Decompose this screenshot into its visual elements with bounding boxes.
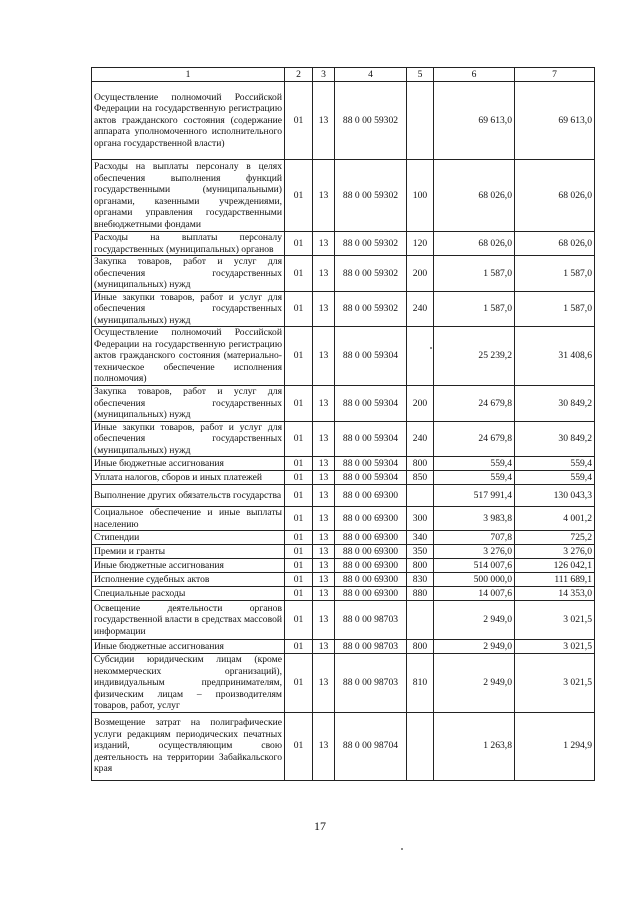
row-subsection: 13 xyxy=(313,421,335,457)
row-amount-year2: 3 021,5 xyxy=(515,654,595,713)
row-amount-year1: 559,4 xyxy=(434,471,515,485)
row-section: 01 xyxy=(285,654,313,713)
row-name: Специальные расходы xyxy=(92,587,285,601)
row-amount-year2: 111 689,1 xyxy=(515,573,595,587)
row-amount-year2: 725,2 xyxy=(515,531,595,545)
row-name: Осуществление полномочий Российской Федерации на государственную регистрацию актов гражданского состояния (содержание аппарата уполномоченного исполнительного органа государственной власти) xyxy=(92,82,285,160)
table-row xyxy=(92,654,595,713)
table-row xyxy=(92,386,595,422)
row-name: Закупка товаров, работ и услуг для обеспечения государственных (муниципальных) нужд xyxy=(92,256,285,292)
row-subsection: 13 xyxy=(313,457,335,471)
row-name: Освещение деятельности органов государственной власти в средствах массовой информации xyxy=(92,601,285,640)
row-target-code: 88 0 00 69300 xyxy=(335,507,407,531)
row-amount-year1: 2 949,0 xyxy=(434,640,515,654)
row-subsection: 13 xyxy=(313,712,335,780)
row-target-code: 88 0 00 59304 xyxy=(335,327,407,386)
column-header: 3 xyxy=(313,68,335,82)
row-expense-type: 800 xyxy=(407,559,434,573)
row-amount-year1: 24 679,8 xyxy=(434,386,515,422)
column-header: 2 xyxy=(285,68,313,82)
row-expense-type: 800 xyxy=(407,640,434,654)
row-subsection: 13 xyxy=(313,386,335,422)
row-expense-type xyxy=(407,82,434,160)
row-section: 01 xyxy=(285,545,313,559)
table-row xyxy=(92,471,595,485)
column-header: 1 xyxy=(92,68,285,82)
row-amount-year2: 126 042,1 xyxy=(515,559,595,573)
table-row xyxy=(92,485,595,507)
column-header: 5 xyxy=(407,68,434,82)
row-amount-year1: 2 949,0 xyxy=(434,601,515,640)
row-amount-year1: 517 991,4 xyxy=(434,485,515,507)
row-amount-year1: 1 587,0 xyxy=(434,256,515,292)
row-amount-year1: 707,8 xyxy=(434,531,515,545)
row-subsection: 13 xyxy=(313,654,335,713)
row-expense-type: 880 xyxy=(407,587,434,601)
row-expense-type: 850 xyxy=(407,471,434,485)
row-name: Расходы на выплаты персоналу в целях обеспечения выполнения функций государственными (муниципальными) органами, казенными учреждениями, органами управления государственными внебюджетными фондами xyxy=(92,160,285,232)
table-row xyxy=(92,587,595,601)
row-expense-type xyxy=(407,601,434,640)
row-subsection: 13 xyxy=(313,485,335,507)
row-amount-year2: 31 408,6 xyxy=(515,327,595,386)
row-amount-year2: 1 294,9 xyxy=(515,712,595,780)
row-name: Иные бюджетные ассигнования xyxy=(92,640,285,654)
row-expense-type: 350 xyxy=(407,545,434,559)
row-section: 01 xyxy=(285,327,313,386)
row-name: Осуществление полномочий Российской Федерации на государственную регистрацию актов гражданского состояния (материально-техническое обеспечение исполнения полномочия) xyxy=(92,327,285,386)
table-row xyxy=(92,545,595,559)
row-target-code: 88 0 00 59302 xyxy=(335,232,407,256)
table-row xyxy=(92,531,595,545)
row-section: 01 xyxy=(285,712,313,780)
row-amount-year1: 25 239,2 xyxy=(434,327,515,386)
row-target-code: 88 0 00 69300 xyxy=(335,587,407,601)
row-target-code: 88 0 00 98703 xyxy=(335,640,407,654)
row-amount-year2: 3 021,5 xyxy=(515,601,595,640)
row-target-code: 88 0 00 59302 xyxy=(335,291,407,327)
row-name: Уплата налогов, сборов и иных платежей xyxy=(92,471,285,485)
row-name: Расходы на выплаты персоналу государственных (муниципальных) органов xyxy=(92,232,285,256)
row-amount-year1: 24 679,8 xyxy=(434,421,515,457)
row-section: 01 xyxy=(285,386,313,422)
budget-table xyxy=(91,67,595,781)
row-subsection: 13 xyxy=(313,573,335,587)
row-name: Стипендии xyxy=(92,531,285,545)
scan-speck xyxy=(401,848,403,850)
table-row xyxy=(92,507,595,531)
row-subsection: 13 xyxy=(313,232,335,256)
scan-speck xyxy=(430,347,432,349)
table-row xyxy=(92,457,595,471)
row-target-code: 88 0 00 59302 xyxy=(335,82,407,160)
table-row xyxy=(92,573,595,587)
row-amount-year2: 14 353,0 xyxy=(515,587,595,601)
row-expense-type: 810 xyxy=(407,654,434,713)
row-amount-year1: 3 276,0 xyxy=(434,545,515,559)
row-subsection: 13 xyxy=(313,507,335,531)
row-target-code: 88 0 00 98704 xyxy=(335,712,407,780)
row-target-code: 88 0 00 59304 xyxy=(335,471,407,485)
row-name: Возмещение затрат на полиграфические услуги редакциям периодических печатных изданий, осуществляющим свою деятельность на территории Забайкальского края xyxy=(92,712,285,780)
row-target-code: 88 0 00 69300 xyxy=(335,531,407,545)
row-expense-type: 120 xyxy=(407,232,434,256)
row-target-code: 88 0 00 59302 xyxy=(335,160,407,232)
row-section: 01 xyxy=(285,471,313,485)
row-subsection: 13 xyxy=(313,587,335,601)
row-subsection: 13 xyxy=(313,545,335,559)
row-amount-year2: 3 021,5 xyxy=(515,640,595,654)
row-amount-year1: 3 983,8 xyxy=(434,507,515,531)
row-section: 01 xyxy=(285,601,313,640)
row-target-code: 88 0 00 98703 xyxy=(335,654,407,713)
row-target-code: 88 0 00 69300 xyxy=(335,573,407,587)
row-amount-year1: 1 587,0 xyxy=(434,291,515,327)
table-row xyxy=(92,559,595,573)
row-amount-year2: 69 613,0 xyxy=(515,82,595,160)
row-name: Премии и гранты xyxy=(92,545,285,559)
row-target-code: 88 0 00 59304 xyxy=(335,457,407,471)
row-amount-year2: 130 043,3 xyxy=(515,485,595,507)
row-amount-year1: 14 007,6 xyxy=(434,587,515,601)
row-expense-type: 200 xyxy=(407,256,434,292)
column-header: 4 xyxy=(335,68,407,82)
table-row xyxy=(92,712,595,780)
row-section: 01 xyxy=(285,421,313,457)
row-amount-year1: 68 026,0 xyxy=(434,160,515,232)
row-expense-type: 340 xyxy=(407,531,434,545)
row-amount-year2: 1 587,0 xyxy=(515,256,595,292)
row-expense-type: 800 xyxy=(407,457,434,471)
row-subsection: 13 xyxy=(313,256,335,292)
row-name: Социальное обеспечение и иные выплаты населению xyxy=(92,507,285,531)
table-row xyxy=(92,232,595,256)
row-name: Закупка товаров, работ и услуг для обеспечения государственных (муниципальных) нужд xyxy=(92,386,285,422)
row-section: 01 xyxy=(285,507,313,531)
row-subsection: 13 xyxy=(313,327,335,386)
table-row xyxy=(92,327,595,386)
table-row xyxy=(92,82,595,160)
column-header: 6 xyxy=(434,68,515,82)
row-target-code: 88 0 00 69300 xyxy=(335,545,407,559)
row-name: Субсидии юридическим лицам (кроме некоммерческих организаций), индивидуальным предпринимателям, физическим лицам – производителям товаров, работ, услуг xyxy=(92,654,285,713)
row-name: Исполнение судебных актов xyxy=(92,573,285,587)
row-expense-type: 200 xyxy=(407,386,434,422)
table-row xyxy=(92,601,595,640)
row-amount-year2: 1 587,0 xyxy=(515,291,595,327)
row-subsection: 13 xyxy=(313,82,335,160)
row-section: 01 xyxy=(285,457,313,471)
row-section: 01 xyxy=(285,160,313,232)
row-target-code: 88 0 00 59302 xyxy=(335,256,407,292)
row-amount-year2: 559,4 xyxy=(515,471,595,485)
row-target-code: 88 0 00 69300 xyxy=(335,485,407,507)
table-row xyxy=(92,256,595,292)
row-section: 01 xyxy=(285,559,313,573)
row-section: 01 xyxy=(285,587,313,601)
row-section: 01 xyxy=(285,82,313,160)
row-target-code: 88 0 00 59304 xyxy=(335,421,407,457)
page-number: 17 xyxy=(314,819,326,833)
row-section: 01 xyxy=(285,640,313,654)
table-row xyxy=(92,640,595,654)
row-amount-year2: 30 849,2 xyxy=(515,421,595,457)
row-subsection: 13 xyxy=(313,640,335,654)
row-name: Иные бюджетные ассигнования xyxy=(92,457,285,471)
row-expense-type: 830 xyxy=(407,573,434,587)
row-section: 01 xyxy=(285,232,313,256)
row-amount-year1: 559,4 xyxy=(434,457,515,471)
row-amount-year2: 68 026,0 xyxy=(515,232,595,256)
row-name: Иные бюджетные ассигнования xyxy=(92,559,285,573)
row-expense-type: 100 xyxy=(407,160,434,232)
row-target-code: 88 0 00 98703 xyxy=(335,601,407,640)
row-expense-type xyxy=(407,327,434,386)
row-section: 01 xyxy=(285,485,313,507)
row-amount-year2: 68 026,0 xyxy=(515,160,595,232)
table-header-row xyxy=(92,68,595,82)
row-amount-year1: 500 000,0 xyxy=(434,573,515,587)
row-amount-year1: 2 949,0 xyxy=(434,654,515,713)
row-section: 01 xyxy=(285,256,313,292)
row-amount-year1: 1 263,8 xyxy=(434,712,515,780)
row-target-code: 88 0 00 69300 xyxy=(335,559,407,573)
row-subsection: 13 xyxy=(313,160,335,232)
row-name: Иные закупки товаров, работ и услуг для обеспечения государственных (муниципальных) нужд xyxy=(92,291,285,327)
row-amount-year2: 559,4 xyxy=(515,457,595,471)
row-amount-year1: 69 613,0 xyxy=(434,82,515,160)
row-expense-type: 240 xyxy=(407,421,434,457)
row-amount-year2: 3 276,0 xyxy=(515,545,595,559)
row-amount-year2: 4 001,2 xyxy=(515,507,595,531)
row-subsection: 13 xyxy=(313,531,335,545)
row-subsection: 13 xyxy=(313,471,335,485)
row-section: 01 xyxy=(285,573,313,587)
row-amount-year2: 30 849,2 xyxy=(515,386,595,422)
column-header: 7 xyxy=(515,68,595,82)
row-expense-type xyxy=(407,485,434,507)
row-expense-type: 300 xyxy=(407,507,434,531)
table-row xyxy=(92,291,595,327)
row-amount-year1: 68 026,0 xyxy=(434,232,515,256)
table-row xyxy=(92,160,595,232)
row-target-code: 88 0 00 59304 xyxy=(335,386,407,422)
row-section: 01 xyxy=(285,291,313,327)
row-subsection: 13 xyxy=(313,601,335,640)
table-row xyxy=(92,421,595,457)
row-subsection: 13 xyxy=(313,291,335,327)
row-name: Выполнение других обязательств государства xyxy=(92,485,285,507)
row-amount-year1: 514 007,6 xyxy=(434,559,515,573)
row-expense-type xyxy=(407,712,434,780)
row-expense-type: 240 xyxy=(407,291,434,327)
row-subsection: 13 xyxy=(313,559,335,573)
row-name: Иные закупки товаров, работ и услуг для обеспечения государственных (муниципальных) нужд xyxy=(92,421,285,457)
row-section: 01 xyxy=(285,531,313,545)
